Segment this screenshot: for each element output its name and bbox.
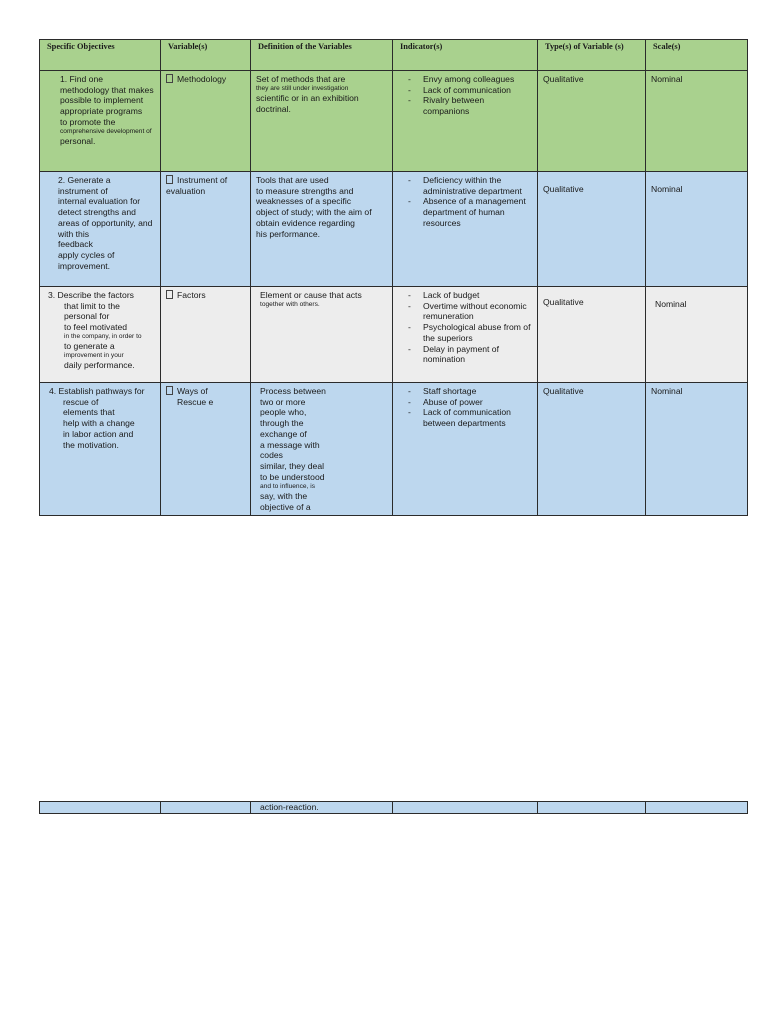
- text-line: the motivation.: [63, 439, 119, 450]
- type-cell: Qualitative: [538, 172, 646, 287]
- type-cell: Qualitative: [538, 383, 646, 516]
- text-line: that limit to the: [64, 300, 120, 311]
- header-definition: Definition of the Variables: [251, 40, 393, 71]
- indicator-item: - Lack of communication: [398, 85, 532, 96]
- empty-cell: [161, 802, 251, 814]
- indicators-cell: [393, 71, 538, 172]
- text-line: 4. Establish pathways for: [49, 386, 145, 396]
- objective-cell: [40, 287, 161, 383]
- header-indicators: Indicator(s): [393, 40, 538, 71]
- table-row: [40, 172, 748, 287]
- table-row: [40, 802, 748, 814]
- text-line: doctrinal.: [256, 103, 291, 114]
- indicator-item: - Deficiency within the administrative department: [398, 175, 532, 196]
- text-line: two or more: [260, 396, 306, 407]
- text-line: 3. Describe the factors: [48, 290, 134, 300]
- objective-cell: [40, 383, 161, 516]
- text-line: to be understood: [260, 471, 325, 482]
- text-line: through the: [260, 418, 304, 429]
- text-line: to feel motivated: [64, 322, 128, 333]
- indicator-item: - Staff shortage: [398, 386, 532, 397]
- scale-cell: Nominal: [646, 287, 748, 383]
- variable-cell: [161, 71, 251, 172]
- text-line: and to influence, is: [260, 482, 315, 490]
- checkbox-icon: [166, 74, 173, 83]
- text-line: in labor action and: [63, 428, 134, 439]
- text-line: obtain evidence regarding: [256, 217, 355, 228]
- variable-label: Instrument of evaluation: [166, 175, 228, 196]
- text-line: codes: [260, 450, 283, 461]
- definition-continuation: action-reaction.: [251, 802, 393, 814]
- table-row: [40, 71, 748, 172]
- header-type: Type(s) of Variable (s): [538, 40, 646, 71]
- text-line: areas of opportunity, and: [58, 217, 153, 228]
- checkbox-icon: [166, 386, 173, 395]
- type-cell: Qualitative: [538, 71, 646, 172]
- indicator-item: - Absence of a management department of human resources: [398, 196, 532, 228]
- variable-label: Ways of Rescue e: [177, 386, 214, 407]
- text-line: 1. Find one: [60, 74, 103, 84]
- text-line: together with others.: [260, 300, 320, 308]
- text-line: Element or cause that acts: [260, 290, 362, 300]
- variable-cell: [161, 383, 251, 516]
- continuation-table: [39, 801, 748, 814]
- indicator-item: - Rivalry between companions: [398, 95, 532, 116]
- indicator-item: - Envy among colleagues: [398, 74, 532, 85]
- text-line: to promote the: [60, 116, 116, 127]
- variable-cell: [161, 172, 251, 287]
- text-line: Process between: [260, 386, 326, 396]
- text-line: personal.: [60, 135, 96, 146]
- text-line: instrument of: [58, 185, 108, 196]
- text-line: possible to implement: [60, 95, 144, 106]
- indicator-item: - Overtime without economic remuneration: [398, 301, 532, 322]
- text-line: appropriate programs: [60, 106, 143, 117]
- scale-cell: Nominal: [646, 172, 748, 287]
- text-line: internal evaluation for: [58, 196, 141, 207]
- indicator-item: - Psychological abuse from of the superiors: [398, 322, 532, 343]
- text-line: daily performance.: [64, 360, 135, 371]
- text-line: to measure strengths and: [256, 185, 354, 196]
- scale-cell: Nominal: [646, 71, 748, 172]
- text-line: 2. Generate a: [58, 175, 111, 185]
- definition-cell: [251, 383, 393, 516]
- text-line: a message with: [260, 439, 320, 450]
- checkbox-icon: [166, 290, 173, 299]
- indicator-item: - Lack of communication between departments: [398, 407, 532, 428]
- text-line: to generate a: [64, 341, 115, 352]
- definition-cell: [251, 71, 393, 172]
- text-line: people who,: [260, 407, 307, 418]
- text-line: rescue of: [63, 396, 99, 407]
- text-line: with this: [58, 228, 90, 239]
- text-line: Tools that are used: [256, 175, 329, 185]
- text-line: his performance.: [256, 228, 321, 239]
- text-line: methodology that makes: [60, 84, 154, 95]
- empty-cell: [538, 802, 646, 814]
- type-cell: Qualitative: [538, 287, 646, 383]
- text-line: improvement in your: [64, 351, 124, 359]
- indicator-item: - Abuse of power: [398, 397, 532, 408]
- empty-cell: [646, 802, 748, 814]
- empty-cell: [393, 802, 538, 814]
- variables-table: [39, 39, 748, 516]
- variable-cell: [161, 287, 251, 383]
- text-line: help with a change: [63, 418, 135, 429]
- text-line: object of study; with the aim of: [256, 207, 372, 218]
- variable-label: Factors: [177, 290, 206, 300]
- text-line: say, with the: [260, 490, 308, 501]
- table-row: [40, 383, 748, 516]
- indicators-cell: [393, 287, 538, 383]
- header-scale: Scale(s): [646, 40, 748, 71]
- text-line: in the company, in order to: [64, 332, 142, 340]
- indicator-item: - Lack of budget: [398, 290, 532, 301]
- text-line: comprehensive development of: [60, 127, 152, 135]
- header-variables: Variable(s): [161, 40, 251, 71]
- text-line: scientific or in an exhibition: [256, 92, 359, 103]
- text-line: detect strengths and: [58, 207, 136, 218]
- text-line: feedback: [58, 239, 93, 250]
- definition-cell: [251, 287, 393, 383]
- text-line: similar, they deal: [260, 461, 325, 472]
- scale-cell: Nominal: [646, 383, 748, 516]
- empty-cell: [40, 802, 161, 814]
- text-line: elements that: [63, 407, 115, 418]
- indicators-cell: [393, 172, 538, 287]
- checkbox-icon: [166, 175, 173, 184]
- table-header-row: [40, 40, 748, 71]
- text-line: they are still under investigation: [256, 84, 349, 92]
- text-line: objective of a: [260, 501, 311, 512]
- text-line: weaknesses of a specific: [256, 196, 352, 207]
- table-row: [40, 287, 748, 383]
- variable-label: Methodology: [177, 74, 227, 84]
- text-line: improvement.: [58, 260, 111, 271]
- text-line: apply cycles of: [58, 250, 115, 261]
- objective-cell: [40, 172, 161, 287]
- text-line: Set of methods that are: [256, 74, 346, 84]
- header-specific-objectives: Specific Objectives: [40, 40, 161, 71]
- definition-cell: [251, 172, 393, 287]
- objective-cell: [40, 71, 161, 172]
- indicator-item: - Delay in payment of nomination: [398, 344, 532, 365]
- text-line: exchange of: [260, 428, 307, 439]
- text-line: personal for: [64, 311, 110, 322]
- indicators-cell: [393, 383, 538, 516]
